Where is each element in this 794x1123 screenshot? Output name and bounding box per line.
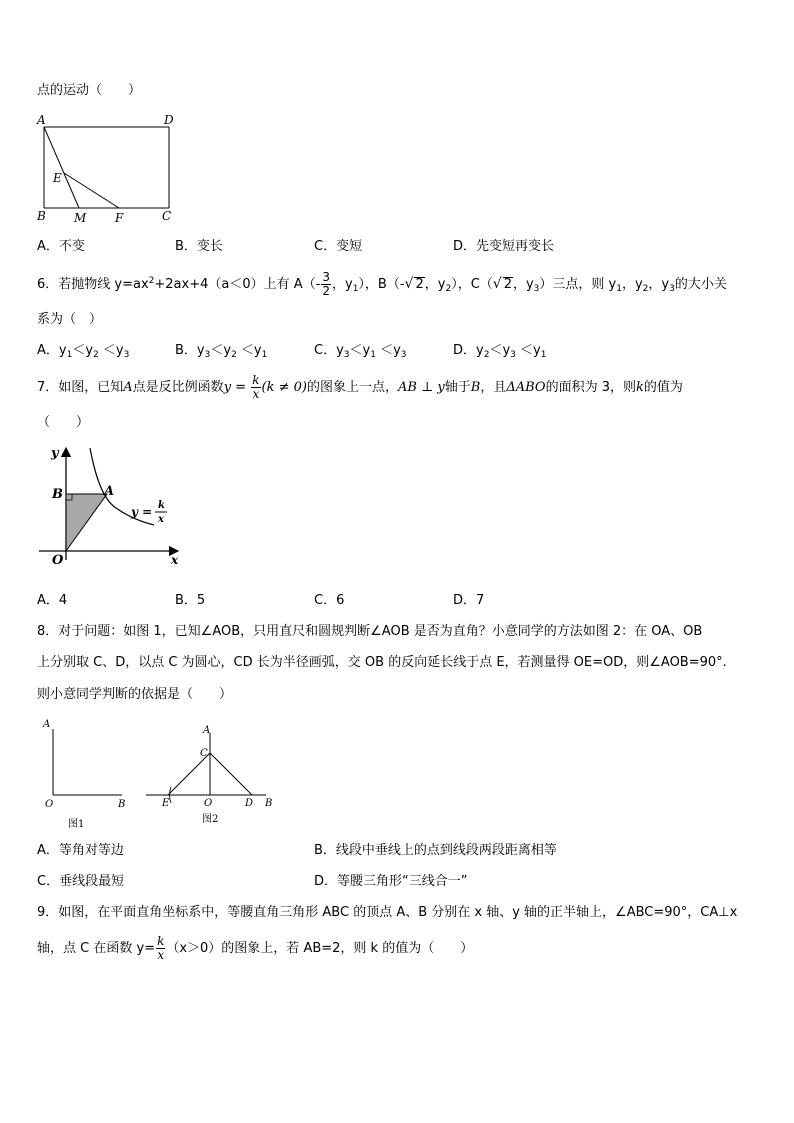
q7-option-d[interactable]: D．7 bbox=[453, 593, 485, 608]
q5-label-d: D bbox=[164, 113, 174, 127]
q8-f1-label-o: O bbox=[45, 799, 54, 810]
q6-frac-den: 2 bbox=[322, 284, 330, 298]
q8-stem-line2: 上分别取 C、D，以点 C 为圆心，CD 长为半径画弧，交 OB 的反向延长线于点 E，若测量得 OE=OD，则∠AOB=90°. bbox=[37, 655, 727, 670]
q6-text-2: +2ax+4（a＜0）上有 A（- bbox=[154, 277, 321, 292]
q6-sub-1: 1 bbox=[352, 284, 359, 294]
q8-f2-label-c: C bbox=[200, 748, 208, 759]
q5-stem-tail: 点的运动（ ） bbox=[37, 83, 142, 98]
q7-figure bbox=[34, 440, 184, 570]
q7-label-a: A bbox=[104, 484, 115, 499]
q8-f2-ce bbox=[168, 753, 210, 795]
q7-perp: AB ⊥ y bbox=[397, 380, 445, 395]
q7-fraction bbox=[251, 374, 260, 401]
q5-label-m: M bbox=[74, 211, 87, 225]
q6-text-6: ），C（ bbox=[451, 277, 493, 292]
q6-text-4: ），B（- bbox=[358, 277, 405, 292]
q7-text-2: 点是反比例函数 bbox=[132, 380, 224, 395]
q7-text-7: 的值为 bbox=[643, 380, 683, 395]
q7-text-4: 轴于 bbox=[444, 380, 471, 395]
q6-option-b[interactable]: B．$y_3<y_2 <y_1$ bbox=[175, 343, 268, 360]
q8-option-a[interactable]: A．等角对等边 bbox=[37, 843, 124, 858]
q7-condition: (k ≠ 0) bbox=[261, 380, 307, 395]
q6-sub-2: 2 bbox=[445, 284, 452, 294]
q7-text-3: 的图象上一点， bbox=[306, 380, 398, 395]
q6-text-3: ，y bbox=[331, 277, 353, 292]
q5-label-f: F bbox=[115, 211, 124, 225]
q7-label-y: y bbox=[51, 446, 59, 461]
q7-stem-line1 bbox=[37, 370, 683, 406]
q9-frac-den: x bbox=[157, 948, 165, 962]
q9-stem-line1: 9．如图，在平面直角坐标系中，等腰直角三角形 ABC 的顶点 A、B 分别在 x 轴、y 轴的正半轴上，∠ABC=90°，CA⊥x bbox=[37, 905, 738, 920]
q5-option-c[interactable]: C．变短 bbox=[314, 239, 363, 254]
q6-stem-line2: 系为（ ） bbox=[37, 312, 103, 327]
q7-frac-num: k bbox=[252, 373, 260, 387]
q6-fraction bbox=[321, 271, 331, 298]
q8-f2-label-o: O bbox=[204, 798, 213, 809]
q5-label-a: A bbox=[37, 113, 46, 127]
q9-text-2: （x＞0）的图象上，若 AB=2，则 k 的值为（ ） bbox=[166, 941, 474, 956]
q7-option-c[interactable]: C．6 bbox=[314, 593, 345, 608]
q5-option-d[interactable]: D．先变短再变长 bbox=[453, 239, 555, 254]
q6-text-8: ）三点，则 y bbox=[539, 277, 617, 292]
q7-fn-num: k bbox=[158, 500, 165, 511]
q8-f2-caption: 图2 bbox=[202, 814, 219, 825]
q7-fn-lhs: y = bbox=[131, 505, 153, 519]
q8-figure-2 bbox=[144, 715, 279, 830]
q9-stem-line2 bbox=[37, 931, 473, 967]
q6-sub-6: 3 bbox=[669, 284, 675, 294]
q6-option-d[interactable]: D．$y_2<y_3 <y_1$ bbox=[453, 343, 547, 360]
q7-var-b: B bbox=[470, 380, 481, 395]
q7-eq: = bbox=[231, 380, 251, 395]
q7-var-k: k bbox=[635, 380, 644, 395]
q6-sup: 2 bbox=[148, 276, 155, 286]
q7-option-b[interactable]: B．5 bbox=[175, 593, 206, 608]
q9-text-1: 轴，点 C 在函数 y= bbox=[37, 941, 156, 956]
q8-option-d[interactable]: D．等腰三角形“三线合一” bbox=[314, 874, 468, 889]
q8-f2-cd bbox=[210, 753, 252, 795]
q6-text-11: 的大小关 bbox=[674, 277, 727, 292]
q7-label-o: O bbox=[52, 553, 64, 568]
q9-fraction bbox=[156, 935, 165, 962]
q6-sqrt-1: 2 bbox=[415, 277, 424, 292]
q6-text-10: ，y bbox=[648, 277, 670, 292]
q5-label-c: C bbox=[162, 209, 172, 223]
q6-text-9: ，y bbox=[621, 277, 643, 292]
q8-f2-label-b: B bbox=[265, 798, 273, 809]
q8-stem-line3: 则小意同学判断的依据是（ ） bbox=[37, 687, 233, 702]
q6-radical-icon: √ bbox=[404, 276, 414, 292]
q6-sub-5: 2 bbox=[642, 284, 649, 294]
q5-label-b: B bbox=[37, 209, 46, 223]
q7-lhs: y bbox=[223, 380, 232, 395]
q7-stem-line2: （ ） bbox=[37, 415, 90, 430]
q7-triangle: ΔABO bbox=[506, 380, 546, 395]
q6-text-1: 6．若抛物线 y=ax bbox=[37, 277, 149, 292]
q8-figure-1 bbox=[40, 715, 135, 830]
q6-sub-4: 1 bbox=[616, 284, 622, 294]
q7-fn-den: x bbox=[158, 514, 164, 525]
q7-frac-den: x bbox=[252, 387, 260, 401]
q8-f2-label-d: D bbox=[245, 798, 254, 809]
q7-text-1: 7．如图，已知 bbox=[37, 380, 124, 395]
q5-label-e: E bbox=[53, 171, 62, 185]
q6-sub-3: 3 bbox=[533, 284, 540, 294]
q6-text-7: ，y bbox=[512, 277, 534, 292]
q6-option-c[interactable]: C．$y_3<y_1 <y_3$ bbox=[314, 343, 407, 360]
q7-text-5: ，且 bbox=[480, 380, 507, 395]
q8-f2-label-e: E bbox=[162, 798, 170, 809]
q5-option-a[interactable]: A．不变 bbox=[37, 239, 85, 254]
q7-option-a[interactable]: A．4 bbox=[37, 593, 68, 608]
q6-frac-num: 3 bbox=[322, 270, 330, 284]
q8-f1-caption: 图1 bbox=[68, 819, 85, 830]
q8-option-c[interactable]: C．垂线段最短 bbox=[37, 874, 125, 889]
q8-stem-line1: 8．对于问题：如图 1，已知∠AOB，只用直尺和圆规判断∠AOB 是否为直角？小意同学的方法如图 2：在 OA、OB bbox=[37, 624, 703, 639]
q7-label-x: x bbox=[171, 553, 179, 567]
q5-segment-ef bbox=[64, 173, 119, 208]
q8-f1-label-b: B bbox=[118, 799, 126, 810]
q7-shaded-triangle bbox=[66, 494, 107, 551]
q9-frac-num: k bbox=[157, 934, 165, 948]
q6-text-5: ，y bbox=[424, 277, 446, 292]
q5-figure bbox=[34, 112, 184, 227]
q5-segment-am bbox=[44, 127, 79, 208]
q7-text-6: 的面积为 3，则 bbox=[545, 380, 636, 395]
q8-option-b[interactable]: B．线段中垂线上的点到线段两段距离相等 bbox=[314, 843, 557, 858]
q7-label-b: B bbox=[52, 487, 63, 502]
q7-var-a: A bbox=[123, 380, 133, 395]
q6-stem-line1 bbox=[37, 266, 727, 303]
q6-sqrt-2: 2 bbox=[503, 277, 512, 292]
q6-option-a[interactable]: A．$y_1<y_2 <y_3$ bbox=[37, 343, 130, 360]
q8-f2-label-a: A bbox=[203, 725, 211, 736]
q5-option-b[interactable]: B．变长 bbox=[175, 239, 223, 254]
q6-radical-icon-2: √ bbox=[492, 276, 502, 292]
q8-f1-label-a: A bbox=[43, 719, 51, 730]
